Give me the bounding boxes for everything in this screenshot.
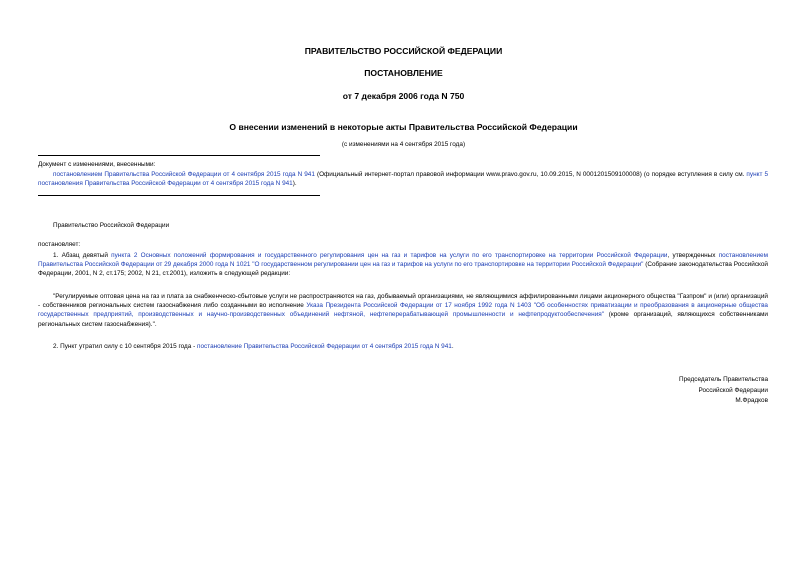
document-title: О внесении изменений в некоторые акты Правительства Российской Федерации xyxy=(229,122,578,132)
changes-text-2: ). xyxy=(292,180,297,188)
document-type-heading: ПОСТАНОВЛЕНИЕ xyxy=(364,68,443,78)
quoted-text-a: "Регулируемые оптовая цена на газ и плата за снабженческо-сбытовые услуги не распространяются на газ, добываемый организациями, не являющимися аффилированными лицами акционерного общества "Газпром" и (или) организаций - собственников региональных систем газоснабжения либо созданными во исполнение xyxy=(38,293,768,310)
paragraph-1-link-basic-provisions[interactable]: пункта 2 Основных положений формирования и государственного регулирования цен на газ и тарифов на услуги по его транспортировке на территории Российской Федерации xyxy=(111,252,668,259)
paragraph-1-text-c: (Собрание законодательства Российской Федерации, 2001, N 2, ст.175; 2002, N 21, ст.2001), изложить в следующей редакции: xyxy=(38,261,769,278)
paragraph-1-link-decree-1021[interactable]: постановлением Правительства Российской Федерации от 29 декабря 2000 года N 1021 "О государственном регулировании цен на газ и тарифов на услуги по его транспортировке на территории Российской Федерации" xyxy=(38,252,768,269)
date-number-heading: от 7 декабря 2006 года N 750 xyxy=(342,91,465,101)
changes-bottom-divider xyxy=(38,195,320,196)
quoted-text-b: (кроме организаций, являющихся собственниками региональных систем газоснабжения).". xyxy=(38,311,768,328)
signature-position: Председатель Правительства xyxy=(679,376,768,383)
paragraph-2-text-a: 2. Пункт утратил силу с 10 сентября 2015 года - xyxy=(53,343,198,350)
changes-text-1: (Официальный интернет-портал правовой информации www.pravo.gov.ru, 10.09.2015, N 0001201509100008) (о порядке вступления в силу см. xyxy=(314,171,747,178)
issuer-text: Правительство Российской Федерации xyxy=(53,222,170,229)
changes-link-decree-941[interactable]: постановлением Правительства Российской Федерации от 4 сентября 2015 года N 941 xyxy=(53,171,315,178)
paragraph-2-link-decree-941[interactable]: постановление Правительства Российской Федерации от 4 сентября 2015 года N 941 xyxy=(197,343,452,350)
government-heading: ПРАВИТЕЛЬСТВО РОССИЙСКОЙ ФЕДЕРАЦИИ xyxy=(304,46,503,56)
resolves-text: постановляет: xyxy=(38,241,81,248)
paragraph-2-text-b: . xyxy=(451,343,454,350)
document-subtitle: (с изменениями на 4 сентября 2015 года) xyxy=(341,141,466,148)
signature-organization: Российской Федерации xyxy=(698,386,768,394)
quoted-link-decree-1403[interactable]: Указа Президента Российской Федерации от 17 ноября 1992 года N 1403 "Об особенностях приватизации и преобразования в акционерные общества государственных предприятий, производственных и научно-производственных объединений нефтяной, нефтеперерабатывающей промышленности и нефтепродуктообеспечения" xyxy=(38,302,768,319)
paragraph-2 xyxy=(38,342,768,351)
signature-block xyxy=(568,375,768,407)
changes-paragraph xyxy=(38,170,768,188)
paragraph-1-text-b: , утвержденных xyxy=(667,252,719,259)
changes-intro: Документ с изменениями, внесенными: xyxy=(38,161,156,168)
paragraph-1 xyxy=(38,251,768,279)
changes-link-point-5[interactable]: пункт 5 постановления Правительства Российской Федерации от 4 сентября 2015 года N 941 xyxy=(38,171,769,188)
quoted-paragraph xyxy=(38,292,768,329)
changes-top-divider xyxy=(38,155,320,156)
paragraph-1-text-a: 1. Абзац девятый xyxy=(53,252,112,259)
signature-name: М.Фрадков xyxy=(735,397,768,405)
